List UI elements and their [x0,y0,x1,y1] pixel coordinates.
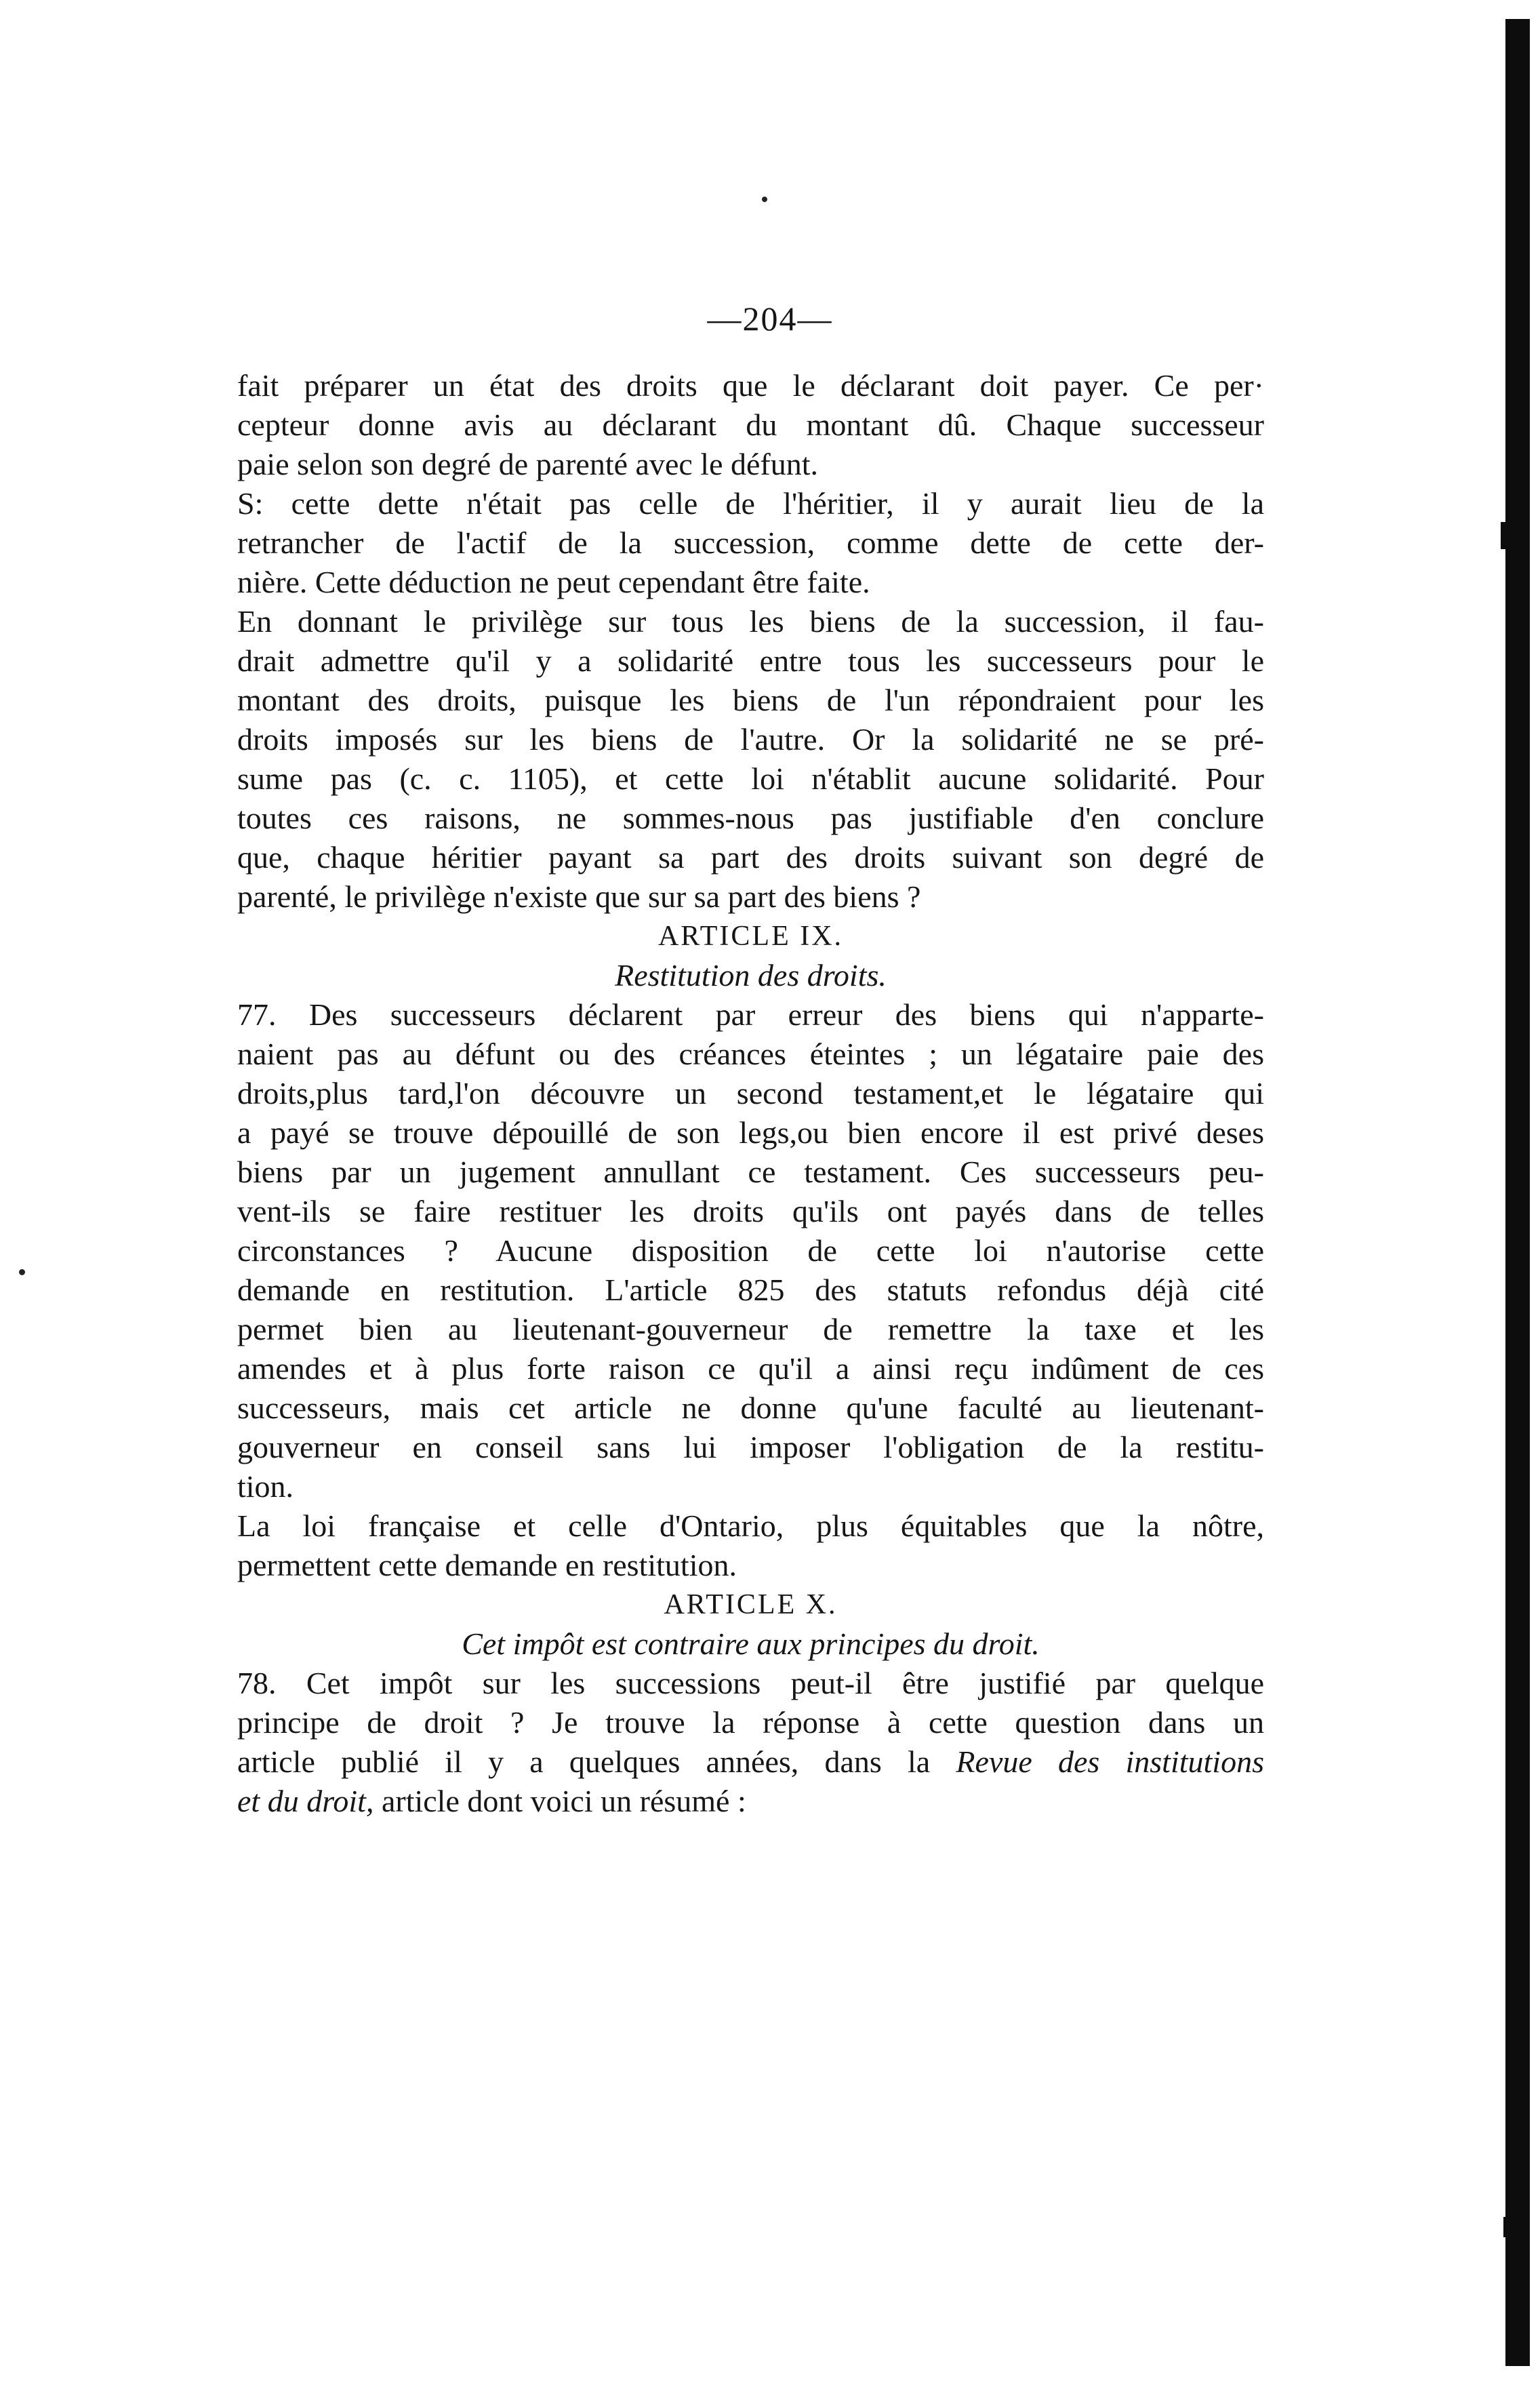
paragraph-78 [237,1664,1264,1821]
page-body [237,366,1264,1821]
text-line: vent-ils se faire restituer les droits qu'ils ont payés dans de telles [237,1194,1264,1228]
text-line: droits,plus tard,l'on découvre un second testament,et le légataire qui [237,1076,1264,1110]
text-line: cepteur donne avis au déclarant du montant dû. Chaque successeur [237,407,1264,442]
text-line: demande en restitution. L'article 825 des statuts refondus déjà cité [237,1273,1264,1307]
text-fragment: article dont voici un résumé : [373,1784,746,1818]
text-line: biens par un jugement annullant ce testament. Ces successeurs peu- [237,1155,1264,1189]
paragraph-3 [237,602,1264,917]
text-line: montant des droits, puisque les biens de l'un répondraient pour les [237,683,1264,717]
article-ix-heading: ARTICLE IX. [657,921,844,952]
text-line: que, chaque héritier payant sa part des droits suivant son degré de [237,840,1264,875]
text-line: gouverneur en conseil sans lui imposer l'obligation de la restitu- [237,1430,1264,1464]
page-number: —204— [707,300,833,338]
text-line: 78. Cet impôt sur les successions peut-il être justifié par quelque [237,1666,1264,1700]
text-line: fait préparer un état des droits que le déclarant doit payer. Ce per· [237,368,1264,403]
text-line: parenté, le privilège n'existe que sur sa part des biens ? [237,879,921,914]
text-line: naient pas au défunt ou des créances éteintes ; un légataire paie des [237,1037,1264,1071]
text-fragment: article publié il y a quelques années, dans la [237,1744,956,1779]
text-line [237,1782,1264,1821]
text-line: amendes et à plus forte raison ce qu'il a ainsi reçu indûment de ces [237,1351,1264,1386]
text-line: drait admettre qu'il y a solidarité entre tous les successeurs pour le [237,643,1264,678]
text-line: circonstances ? Aucune disposition de cette loi n'autorise cette [237,1233,1264,1268]
scan-speck [762,197,767,202]
text-line: La loi française et celle d'Ontario, plus équitables que la nôtre, [237,1508,1264,1543]
paragraph-2 [237,484,1264,602]
text-line: toutes ces raisons, ne sommes-nous pas justifiable d'en conclure [237,801,1264,835]
article-x-subheading: Cet impôt est contraire aux principes du droit. [462,1626,1040,1661]
text-line: permet bien au lieutenant-gouverneur de remettre la taxe et les [237,1312,1264,1346]
text-line: successeurs, mais cet article ne donne qu'une faculté au lieutenant- [237,1390,1264,1425]
paragraph-77 [237,995,1264,1506]
text-line: permettent cette demande en restitution. [237,1548,737,1582]
text-line [237,1742,1264,1782]
text-line: droits imposés sur les biens de l'autre. Or la solidarité ne se pré- [237,722,1264,757]
paragraph-1 [237,366,1264,484]
text-line: retrancher de l'actif de la succession, comme dette de cette der- [237,525,1264,560]
scan-speck [19,1269,25,1275]
text-line: En donnant le privilège sur tous les biens de la succession, il fau- [237,604,1264,639]
text-line: sume pas (c. c. 1105), et cette loi n'établit aucune solidarité. Pour [237,761,1264,796]
text-line: principe de droit ? Je trouve la réponse à cette question dans un [237,1705,1264,1740]
scan-edge-notch [1501,522,1512,549]
text-line: S: cette dette n'était pas celle de l'héritier, il y aurait lieu de la [237,486,1264,521]
article-x-heading: ARTICLE X. [664,1589,838,1620]
paragraph-loi [237,1506,1264,1585]
text-line: paie selon son degré de parenté avec le défunt. [237,447,818,481]
article-ix-subheading: Restitution des droits. [615,958,887,993]
text-line: nière. Cette déduction ne peut cependant être faite. [237,565,870,599]
text-line: 77. Des successeurs déclarent par erreur des biens qui n'apparte- [237,997,1264,1032]
text-line: tion. [237,1469,294,1504]
scan-edge-bar [1505,19,1530,2366]
text-line: a payé se trouve dépouillé de son legs,ou bien encore il est privé deses [237,1115,1264,1150]
scan-edge-notch [1503,2217,1512,2237]
journal-title: Revue des institutions [956,1744,1264,1779]
journal-title-end: et du droit, [237,1784,374,1818]
